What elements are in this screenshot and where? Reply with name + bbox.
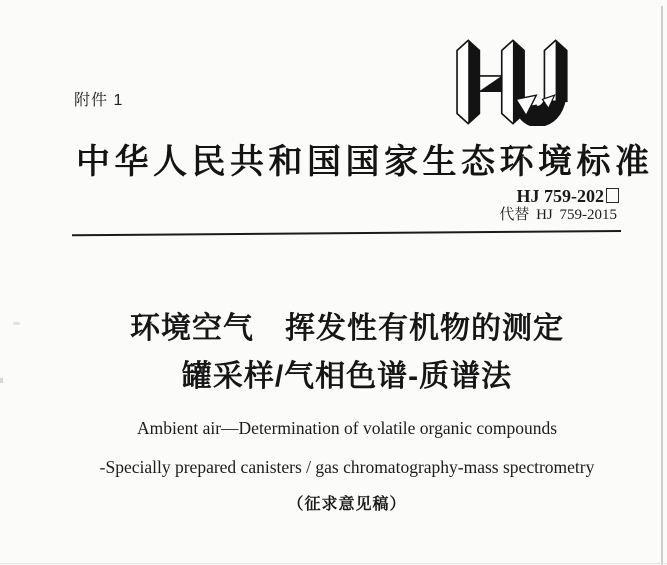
- draft-for-comments-note: （征求意见稿）: [287, 496, 407, 513]
- standard-number: [517, 186, 620, 206]
- scan-speck: [0, 378, 3, 383]
- attachment-label: 附件 1: [74, 92, 124, 109]
- hj-logo-icon: [455, 38, 581, 126]
- title-cn-line2: 罐采样/气相色谱-质谱法: [181, 360, 513, 393]
- header-divider-rule: [72, 230, 621, 236]
- title-en-line1: Ambient air—Determination of volatile organic compounds: [136, 418, 558, 438]
- standard-number-text: HJ 759-202: [516, 186, 604, 206]
- title-cn-line1: 环境空气 挥发性有机物的测定: [130, 312, 564, 345]
- blank-year-box: [606, 188, 619, 203]
- scan-edge-line-bottom: [0, 563, 667, 564]
- national-standard-heading: 中华人民共和国国家生态环境标准: [76, 144, 654, 181]
- scan-speck: [13, 322, 20, 325]
- title-en-line2: -Specially prepared canisters / gas chromatography-mass spectrometry: [99, 457, 595, 477]
- replaces-standard-label: 代替 HJ 759-2015: [499, 207, 617, 223]
- scan-edge-line-right: [661, 6, 663, 565]
